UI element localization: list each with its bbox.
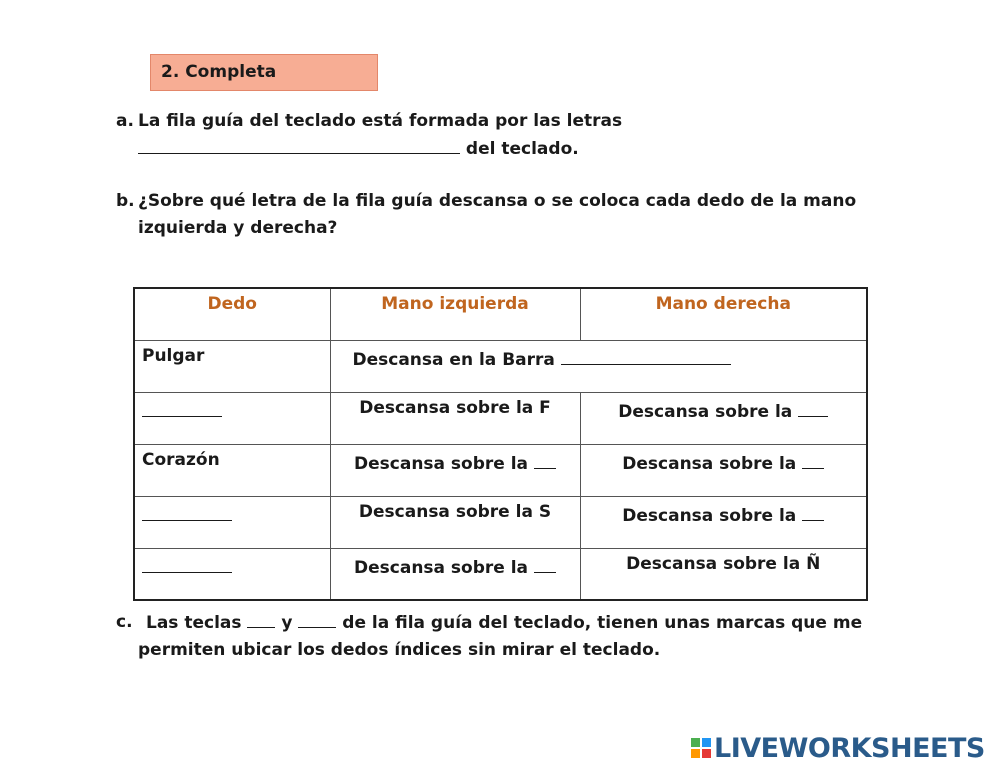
question-c-part2: y [281,613,293,633]
merged-text: Descansa en la Barra [352,349,555,370]
dedo-cell: Pulgar [134,340,330,392]
izquierda-cell [330,548,580,600]
answer-blank[interactable] [142,502,232,521]
dedo-cell [134,548,330,600]
header-dedo: Dedo [134,288,330,340]
izquierda-text: Descansa sobre la [354,453,529,474]
answer-blank[interactable] [138,135,460,154]
izquierda-text: Descansa sobre la [354,557,529,578]
dedo-cell [134,392,330,444]
izquierda-cell: Descansa sobre la F [330,392,580,444]
question-a-letter: a. [116,111,134,131]
question-b-letter: b. [116,191,135,211]
answer-blank[interactable] [798,398,828,417]
table-row [134,444,867,496]
derecha-text: Descansa sobre la [618,401,793,422]
dedo-cell: Corazón [134,444,330,496]
derecha-cell: Descansa sobre la Ñ [580,548,867,600]
header-mano-izquierda: Mano izquierda [330,288,580,340]
liveworksheets-logo [691,733,985,763]
answer-blank[interactable] [534,450,556,469]
answer-blank[interactable] [802,502,824,521]
answer-blank[interactable] [534,554,556,573]
question-a-line2-wrap [138,135,916,163]
question-c-part1: Las teclas [146,613,242,633]
table-row [134,548,867,600]
merged-cell [330,340,867,392]
izquierda-cell: Descansa sobre la S [330,496,580,548]
liveworksheets-logo-icon [691,738,711,758]
question-a-line1: La fila guía del teclado está formada por las letras [138,111,623,131]
finger-table [133,287,868,601]
question-b-line2: izquierda y derecha? [138,218,338,238]
dedo-cell [134,496,330,548]
question-c-line2: permiten ubicar los dedos índices sin mirar el teclado. [138,640,661,660]
question-b [116,188,916,242]
derecha-text: Descansa sobre la [622,453,797,474]
question-c-letter: c. [116,612,133,632]
logo-text: LIVEWORKSHEETS [714,732,985,764]
answer-blank[interactable] [142,398,222,417]
table-row [134,340,867,392]
header-mano-derecha: Mano derecha [580,288,867,340]
answer-blank[interactable] [298,609,336,628]
table-row [134,496,867,548]
table-row [134,392,867,444]
section-title: 2. Completa [150,54,378,91]
derecha-cell [580,392,867,444]
table-header-row [134,288,867,340]
answer-blank[interactable] [142,554,232,573]
derecha-text: Descansa sobre la [622,505,797,526]
derecha-cell [580,444,867,496]
question-c [116,609,916,664]
question-a [116,108,916,163]
question-c-line1 [146,609,916,637]
answer-blank[interactable] [802,450,824,469]
question-a-line2: del teclado. [465,139,579,159]
question-b-line1: ¿Sobre qué letra de la fila guía descansa o se coloca cada dedo de la mano [138,191,857,211]
izquierda-cell [330,444,580,496]
derecha-cell [580,496,867,548]
question-c-part3: de la fila guía del teclado, tienen unas marcas que me [342,613,863,633]
answer-blank[interactable] [247,609,275,628]
answer-blank[interactable] [561,346,731,365]
